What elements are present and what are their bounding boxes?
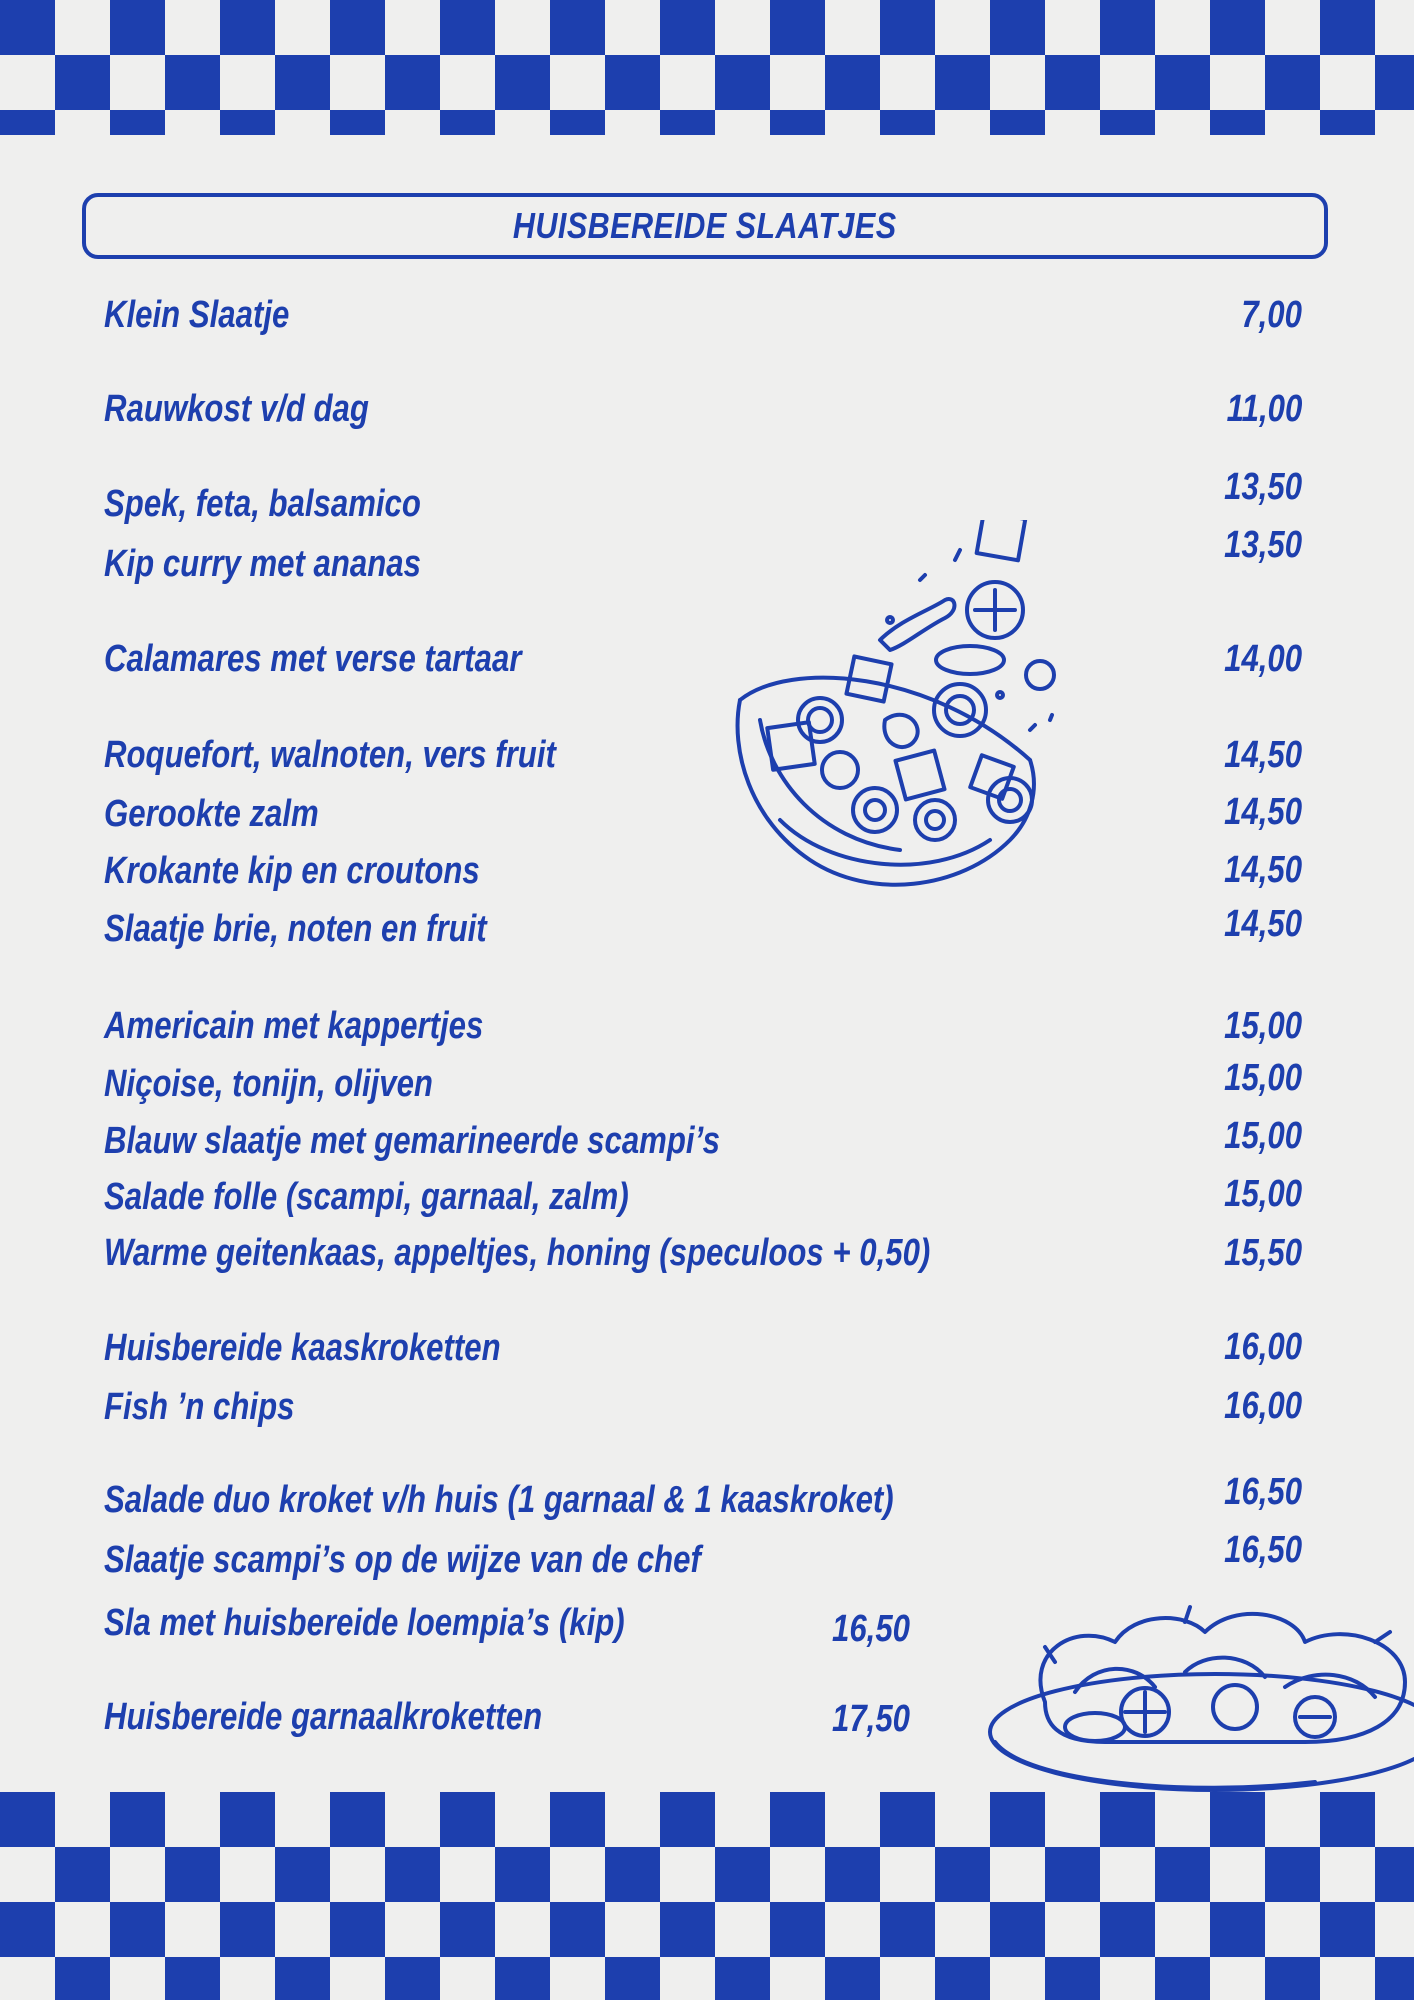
menu-item-price: 15,00 — [1224, 1173, 1302, 1215]
menu-item-name: Calamares met verse tartaar — [104, 638, 522, 680]
menu-item-price: 13,50 — [1224, 466, 1302, 508]
menu-item-name: Warme geitenkaas, appeltjes, honing (speculoos + 0,50) — [104, 1232, 931, 1274]
menu-item-price: 14,00 — [1224, 638, 1302, 680]
menu-item-name: Roquefort, walnoten, vers fruit — [104, 734, 556, 776]
menu-item-name: Salade duo kroket v/h huis (1 garnaal & 1 kaaskroket) — [104, 1479, 894, 1521]
menu-item-name: Rauwkost v/d dag — [104, 388, 369, 430]
menu-item-name: Salade folle (scampi, garnaal, zalm) — [104, 1176, 629, 1218]
section-title-box — [82, 193, 1328, 259]
menu-item-name: Krokante kip en croutons — [104, 850, 480, 892]
menu-item-name: Klein Slaatje — [104, 294, 290, 336]
menu-item-price: 13,50 — [1224, 524, 1302, 566]
menu-item-price: 16,50 — [832, 1608, 910, 1650]
menu-item-price: 14,50 — [1224, 849, 1302, 891]
menu-item-price: 7,00 — [1241, 294, 1302, 336]
section-title: HUISBEREIDE SLAATJES — [513, 205, 897, 246]
menu-item-name: Sla met huisbereide loempia’s (kip) — [104, 1602, 625, 1644]
menu-item-price: 16,50 — [1224, 1529, 1302, 1571]
menu-item-name: Kip curry met ananas — [104, 543, 421, 585]
menu-item-name: Slaatje scampi’s op de wijze van de chef — [104, 1539, 701, 1581]
menu-item-price: 15,00 — [1224, 1057, 1302, 1099]
menu-item-price: 15,00 — [1224, 1005, 1302, 1047]
menu-item-price: 16,00 — [1224, 1326, 1302, 1368]
menu-item-price: 14,50 — [1224, 903, 1302, 945]
checkerboard-border-bottom — [0, 1792, 1414, 2000]
menu-item-name: Spek, feta, balsamico — [104, 483, 421, 525]
menu-item-price: 17,50 — [832, 1698, 910, 1740]
checkerboard-border-top — [0, 0, 1414, 135]
menu-item-name: Huisbereide kaaskroketten — [104, 1327, 501, 1369]
menu-item-price: 15,50 — [1224, 1232, 1302, 1274]
menu-item-price: 16,50 — [1224, 1471, 1302, 1513]
menu-item-price: 14,50 — [1224, 791, 1302, 833]
menu-item-price: 14,50 — [1224, 734, 1302, 776]
menu-item-name: Fish ’n chips — [104, 1386, 295, 1428]
menu-item-price: 16,00 — [1224, 1385, 1302, 1427]
menu-item-name: Blauw slaatje met gemarineerde scampi’s — [104, 1120, 720, 1162]
salad-bowl-illustration — [730, 520, 1060, 920]
menu-item-name: Gerookte zalm — [104, 793, 319, 835]
salad-plate-illustration — [985, 1592, 1414, 1797]
menu-item-price: 11,00 — [1226, 388, 1302, 430]
menu-item-name: Niçoise, tonijn, olijven — [104, 1063, 433, 1105]
menu-item-price: 15,00 — [1224, 1115, 1302, 1157]
menu-item-name: Americain met kappertjes — [104, 1005, 484, 1047]
menu-item-name: Slaatje brie, noten en fruit — [104, 908, 487, 950]
menu-item-name: Huisbereide garnaalkroketten — [104, 1696, 543, 1738]
